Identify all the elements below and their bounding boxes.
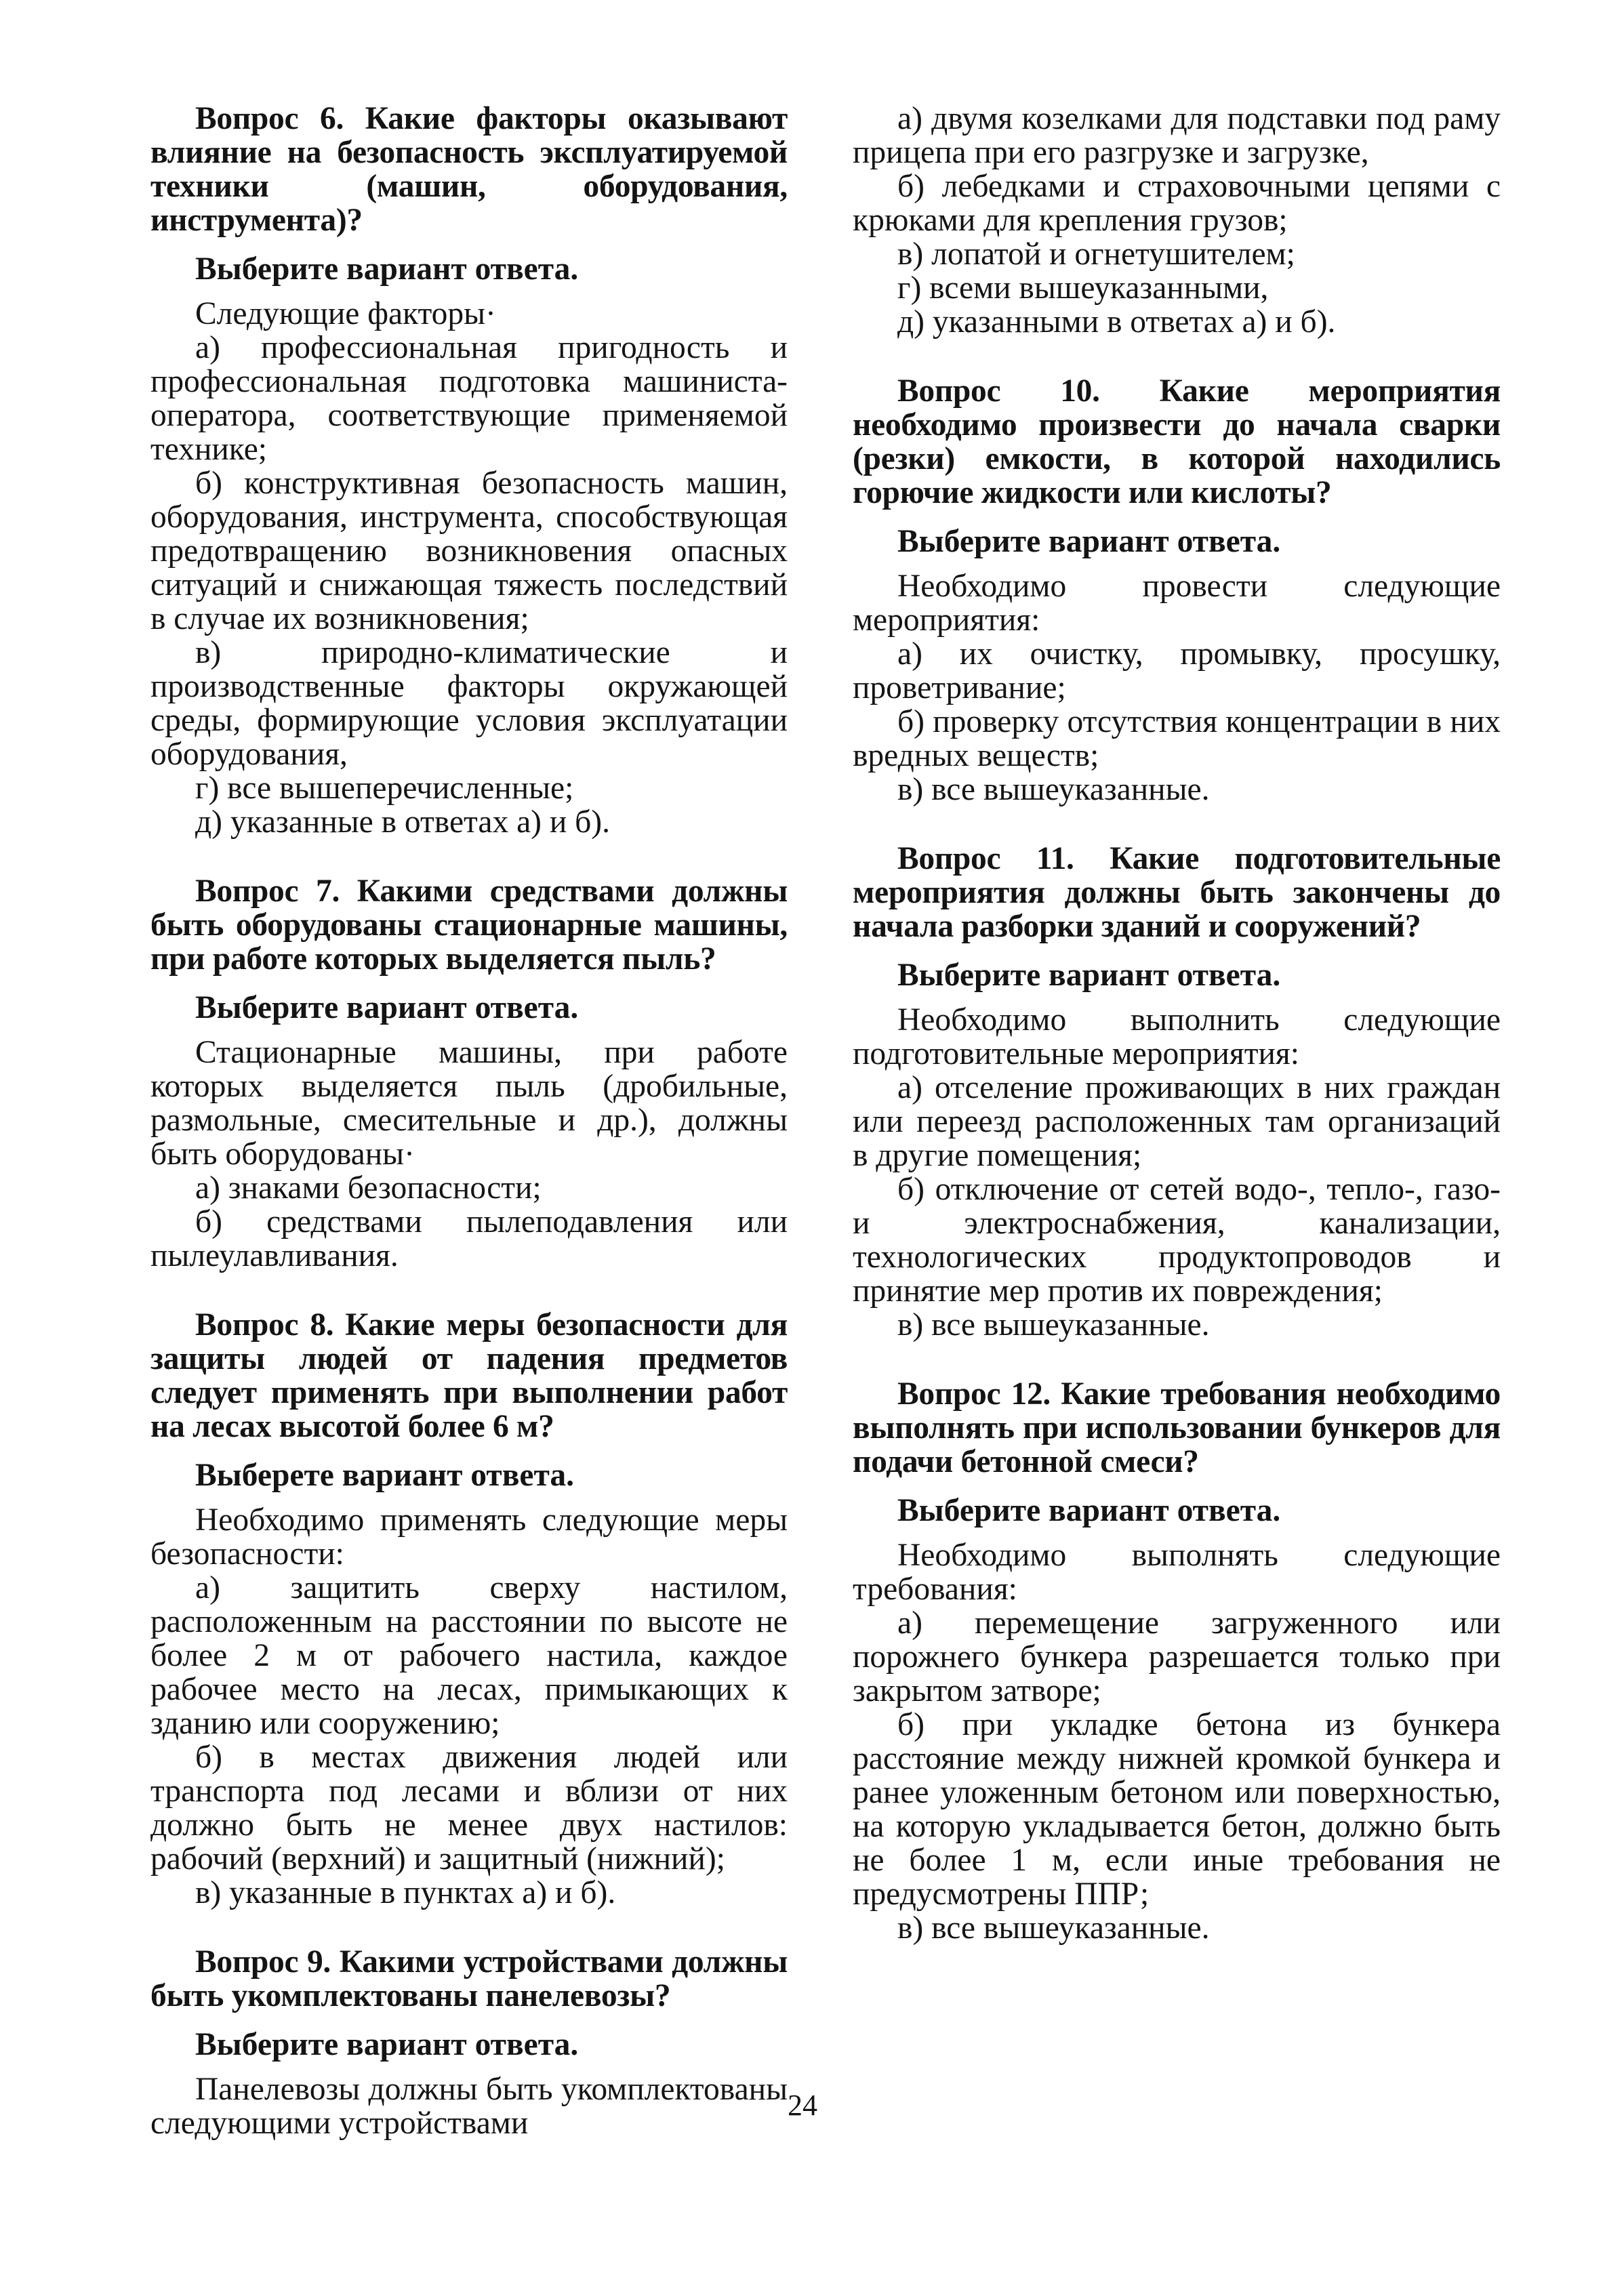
question-heading: Вопрос 10. Какие мероприятия необходимо произвести до начала сварки (резки) емкости, в которой находились горючие жидкости или кислоты? (853, 373, 1501, 510)
answer-option: а) отселение проживающих в них граждан или переезд расположенных там организаций в другие помещения; (853, 1070, 1501, 1173)
question-block-10 (853, 374, 1501, 806)
answer-option: в) все вышеуказанные. (897, 772, 1210, 807)
question-heading: Вопрос 11. Какие подготовительные мероприятия должны быть закончены до начала разборки зданий и сооружений? (853, 841, 1501, 944)
answer-option: б) средствами пылеподавления или пылеулавливания. (150, 1204, 788, 1273)
question-heading: Вопрос 6. Какие факторы оказывают влияние на безопасность эксплуатируемой техники (машин, оборудования, инструмента)? (150, 101, 788, 238)
answer-option: в) все вышеуказанные. (897, 1307, 1210, 1342)
answer-option: б) при укладке бетона из бункера расстояние между нижней кромкой бункера и ранее уложенным бетоном или поверхностью, на которую укладывается бетон, должно быть не более 1 м, если иные требования не предусмотрены ППР; (853, 1707, 1501, 1912)
answer-paragraph: Стационарные машины, при работе которых выделяется пыль (дробильные, размольные, смесительные и др.), должны быть оборудованы· (150, 1035, 788, 1172)
question-heading: Вопрос 8. Какие меры безопасности для защиты людей от падения предметов следует применять при выполнении работ на лесах высотой более 6 м? (150, 1307, 788, 1444)
answer-paragraph: Необходимо провести следующие мероприятия: (853, 569, 1501, 638)
answer-instruction: Выберите вариант ответа. (897, 524, 1281, 559)
answer-option: г) всеми вышеуказанными, (897, 270, 1269, 306)
answer-option: г) все вышеперечисленные; (195, 771, 574, 806)
question-9-continuation (853, 102, 1501, 339)
answer-option: в) природно-климатические и производственные факторы окружающей среды, формирующие условия эксплуатации оборудования, (150, 635, 788, 772)
question-heading: Вопрос 12. Какие требования необходимо выполнять при использовании бункеров для подачи бетонной смеси? (853, 1376, 1501, 1479)
answer-option: д) указанные в ответах а) и б). (195, 804, 611, 840)
answer-option: а) перемещение загруженного или порожнего бункера разрешается только при закрытом затворе; (853, 1605, 1501, 1708)
answer-option: а) знаками безопасности; (195, 1170, 542, 1206)
answer-option: б) в местах движения людей или транспорта под лесами и вблизи от них должно быть не менее двух настилов: рабочий (верхний) и защитный (нижний); (150, 1740, 788, 1877)
answer-option: а) защитить сверху настилом, расположенным на расстоянии по высоте не более 2 м от рабочего настила, каждое рабочее место на лесах, примыкающих к зданию или сооружению; (150, 1570, 788, 1741)
page-number: 24 (788, 2089, 817, 2122)
question-heading: Вопрос 7. Какими средствами должны быть оборудованы стационарные машины, при работе которых выделяется пыль? (150, 874, 788, 977)
answer-paragraph: Необходимо выполнять следующие требования: (853, 1538, 1501, 1607)
answer-option: а) двумя козелками для подставки под раму прицепа при его разгрузке и загрузке, (853, 101, 1501, 170)
answer-option: б) конструктивная безопасность машин, оборудования, инструмента, способствующая предотвращению возникновения опасных ситуаций и снижающая тяжесть последствий в случае их возникновения; (150, 466, 788, 636)
question-block-11 (853, 842, 1501, 1342)
answer-instruction: Выберите вариант ответа. (195, 251, 579, 287)
answer-paragraph: Необходимо применять следующие меры безопасности: (150, 1502, 788, 1572)
answer-option: д) указанными в ответах а) и б). (897, 304, 1336, 340)
question-block-8 (150, 1308, 788, 1910)
answer-option: а) профессиональная пригодность и профессиональная подготовка машиниста-оператора, соответствующие применяемой технике; (150, 330, 788, 467)
answer-instruction: Выберете вариант ответа. (195, 1458, 575, 1493)
answer-instruction: Выберите вариант ответа. (897, 1493, 1281, 1528)
answer-option: а) их очистку, промывку, просушку, проветривание; (853, 636, 1501, 705)
answer-option: в) лопатой и огнетушителем; (897, 237, 1295, 272)
answer-instruction: Выберите вариант ответа. (195, 990, 579, 1025)
answer-paragraph: Следующие факторы· (195, 296, 496, 331)
answer-option: в) все вышеуказанные. (897, 1910, 1210, 1946)
answer-paragraph: Необходимо выполнить следующие подготовительные мероприятия: (853, 1002, 1501, 1071)
answer-option: б) отключение от сетей водо-, тепло-, газо- и электроснабжения, канализации, технологических продуктопроводов и принятие мер против их повреждения; (853, 1172, 1501, 1309)
answer-paragraph: Панелевозы должны быть укомплектованы следующими устройствами (150, 2072, 788, 2141)
question-block-12 (853, 1377, 1501, 1945)
left-column (150, 102, 788, 2175)
question-heading: Вопрос 9. Какими устройствами должны быть укомплектованы панелевозы? (150, 1944, 788, 2013)
answer-option: в) указанные в пунктах а) и б). (195, 1875, 616, 1910)
question-block-7 (150, 874, 788, 1273)
answer-instruction: Выберите вариант ответа. (195, 2027, 579, 2062)
right-column (853, 102, 1501, 1980)
question-block-6 (150, 102, 788, 839)
answer-option: б) проверку отсутствия концентрации в них вредных веществ; (853, 704, 1501, 773)
answer-option: б) лебедками и страховочными цепями с крюками для крепления грузов; (853, 169, 1501, 238)
answer-instruction: Выберите вариант ответа. (897, 958, 1281, 993)
